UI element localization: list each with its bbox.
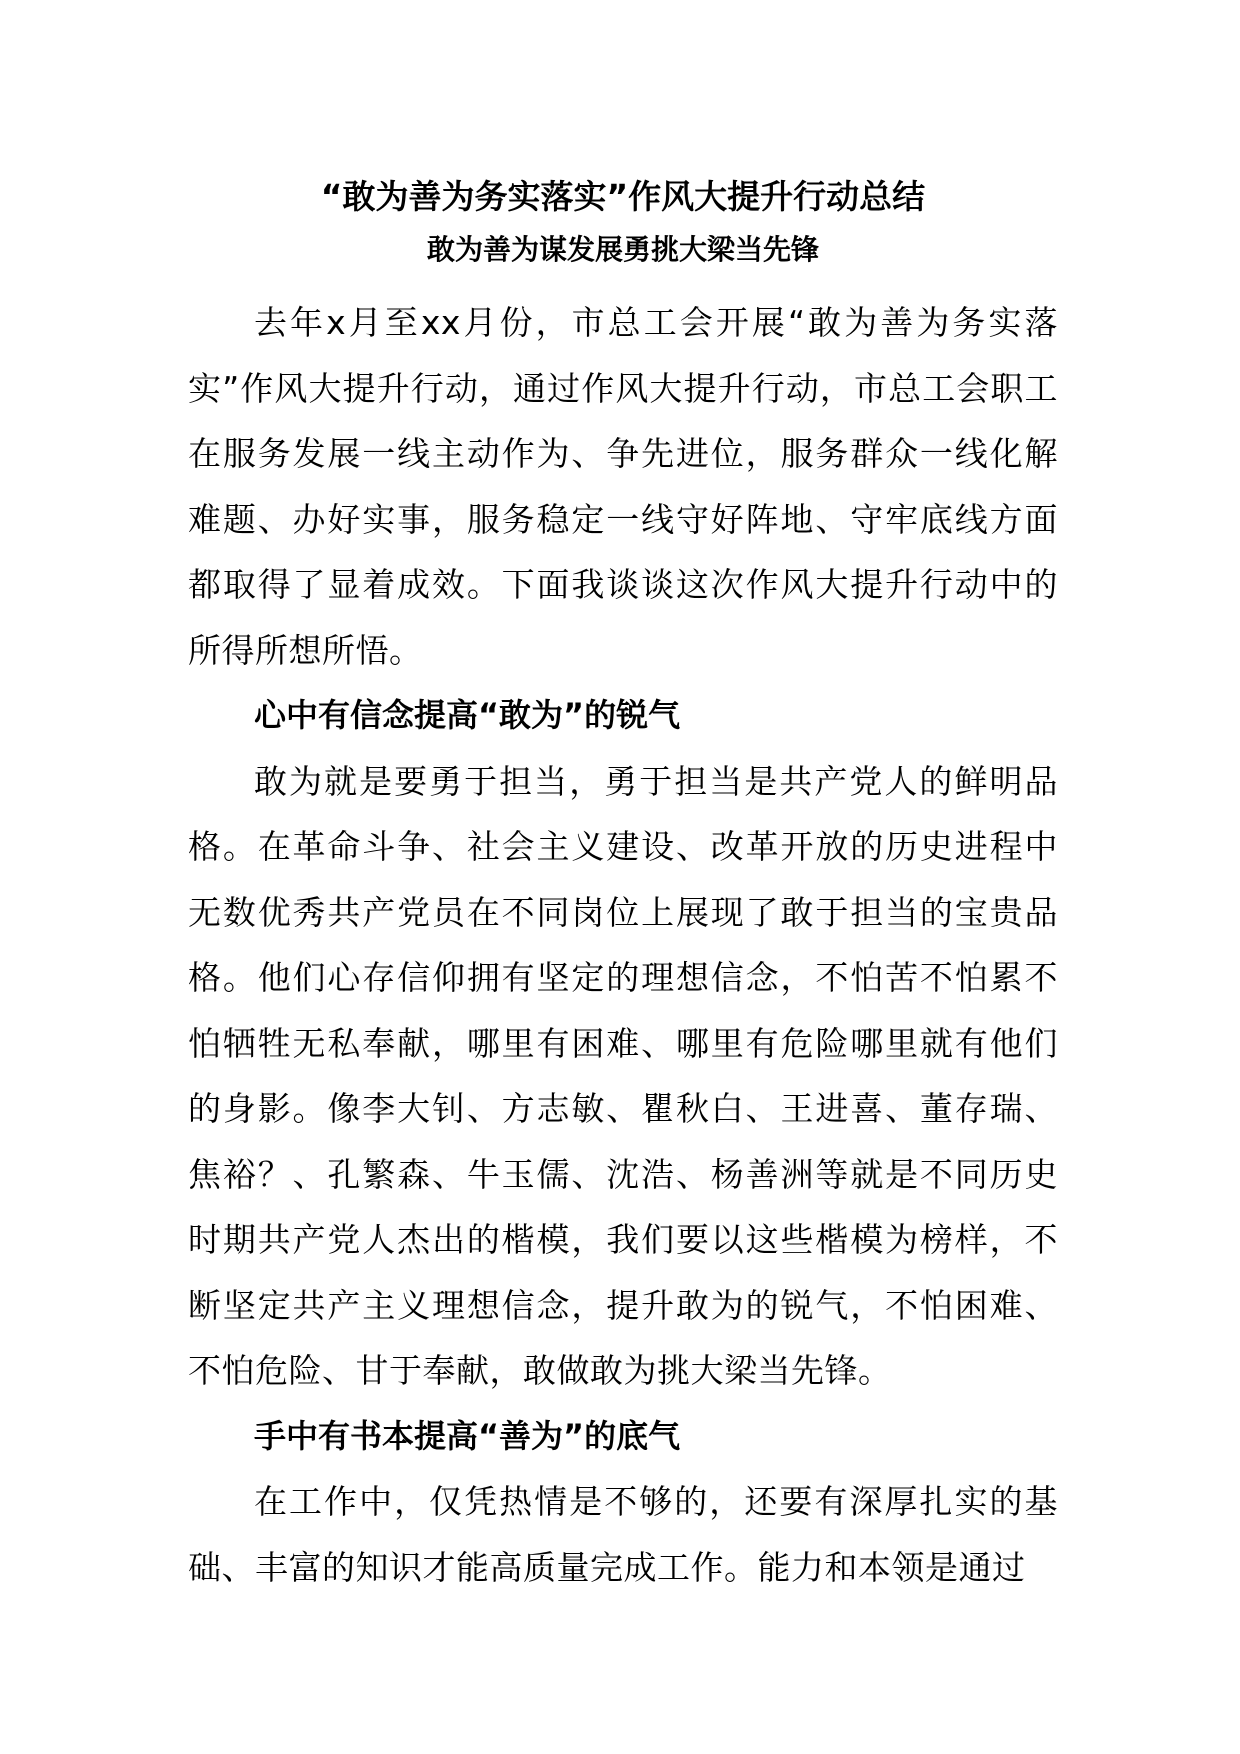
section-paragraph: 敢为就是要勇于担当，勇于担当是共产党人的鲜明品格。在革命斗争、社会主义建设、改革开放的历史进程中无数优秀共产党员在不同岗位上展现了敢于担当的宝贵品格。他们心存信仰拥有坚定的理想信念，不怕苦不怕累不怕牺牲无私奉献，哪里有困难、哪里有危险哪里就有他们的身影。像李大钊、方志敏、瞿秋白、王进喜、董存瑞、焦裕？、孔繁森、牛玉儒、沈浩、杨善洲等就是不同历史时期共产党人杰出的楷模，我们要以这些楷模为榜样，不断坚定共产主义理想信念，提升敢为的锐气，不怕困难、不怕危险、甘于奉献，敢做敢为挑大梁当先锋。: [188, 761, 1058, 1390]
document-subtitle: 敢为善为谋发展勇挑大梁当先锋: [426, 233, 819, 266]
intro-paragraph: 去年x月至xx月份，市总工会开展“敢为善为务实落实”作风大提升行动，通过作风大提升行动，市总工会职工在服务发展一线主动作为、争先进位，服务群众一线化解难题、办好实事，服务稳定一线守好阵地、守牢底线方面都取得了显着成效。下面我谈谈这次作风大提升行动中的所得所想所悟。: [188, 303, 1058, 670]
section-paragraph: 在工作中，仅凭热情是不够的，还要有深厚扎实的基础、丰富的知识才能高质量完成工作。能力和本领是通过: [188, 1482, 1058, 1587]
section-heading: 心中有信念提高“敢为”的锐气: [254, 696, 681, 734]
document-body: [188, 172, 1058, 1600]
section-heading: 手中有书本提高“善为”的底气: [254, 1416, 681, 1455]
section-1: [188, 683, 1058, 1404]
document-title: “敢为善为务实落实”作风大提升行动总结: [320, 177, 926, 216]
section-2: [188, 1404, 1058, 1601]
